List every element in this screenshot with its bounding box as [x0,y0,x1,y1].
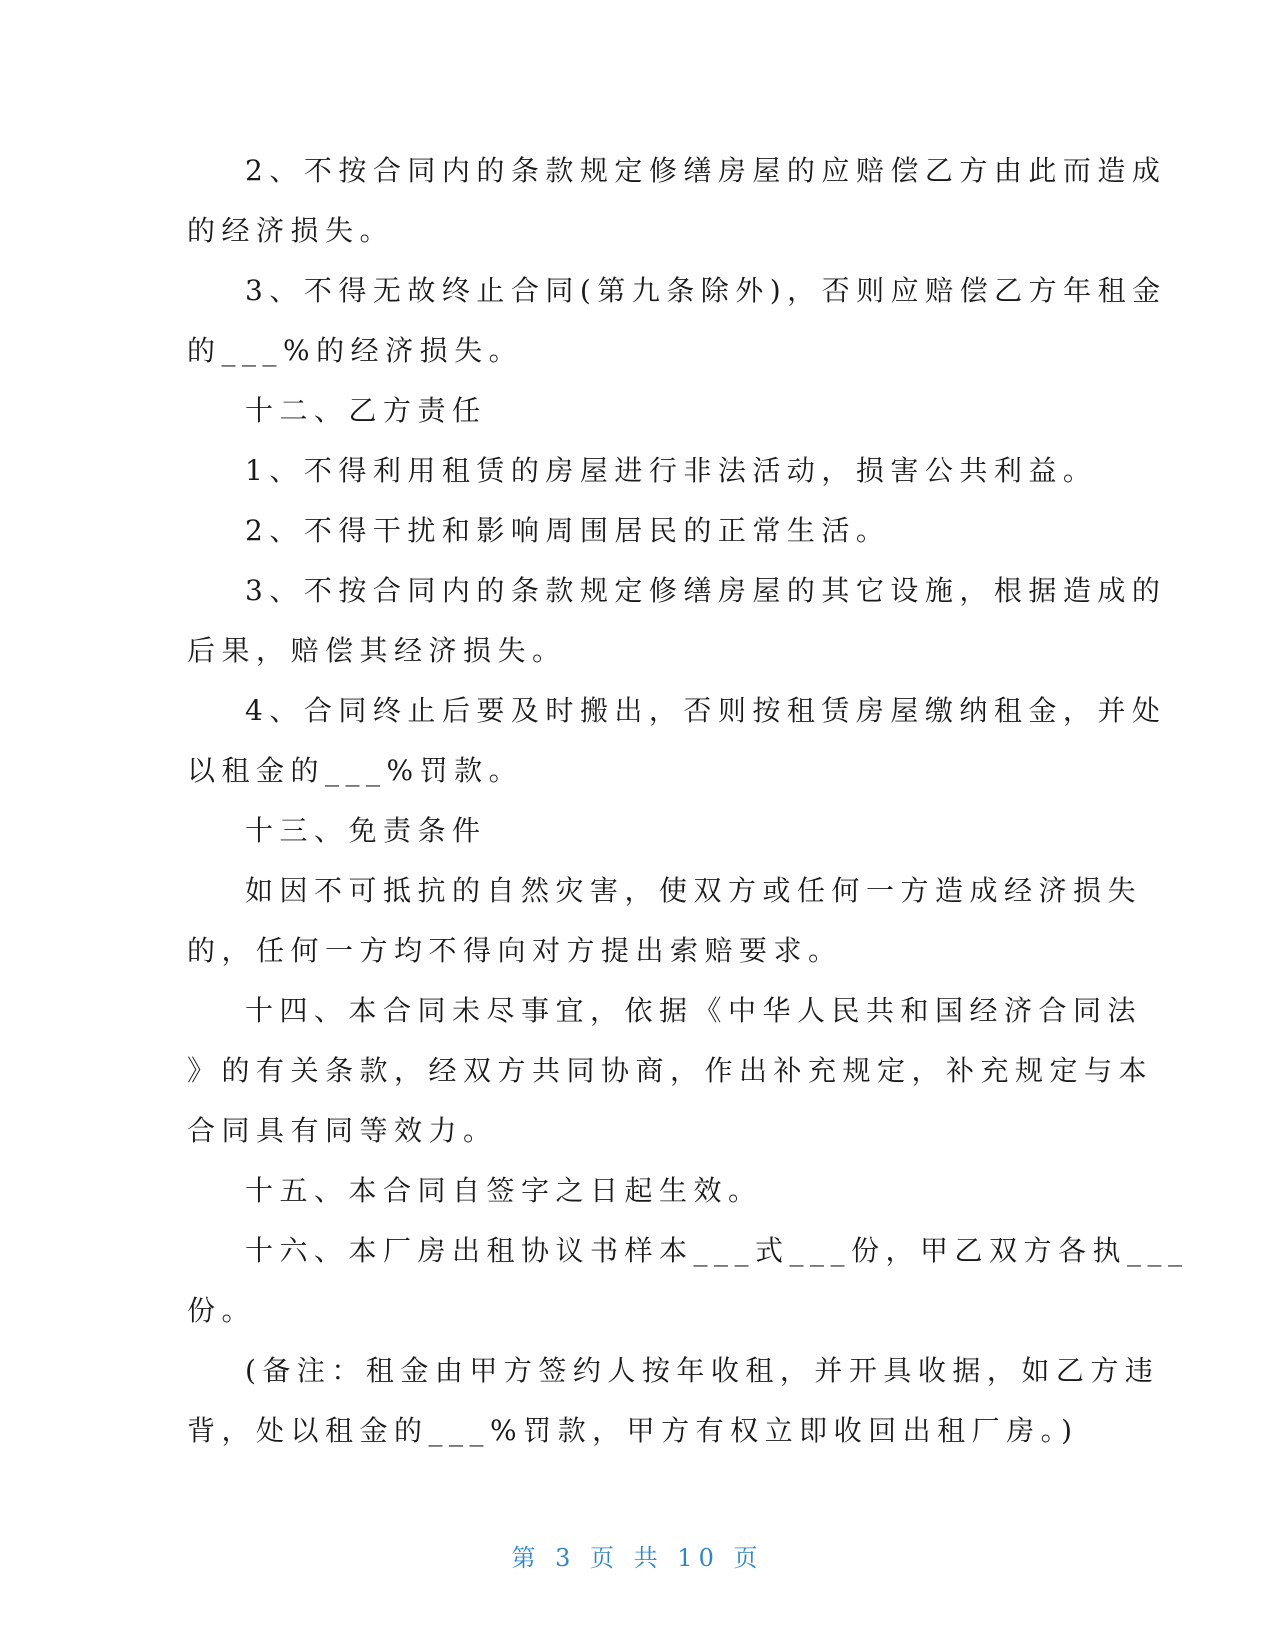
text-line: 合同具有同等效力。 [187,1114,498,1147]
text-line: 后果，赔偿其经济损失。 [187,634,567,667]
text-line: 的经济损失。 [187,214,395,247]
text-line: 的，任何一方均不得向对方提出索赔要求。 [187,934,843,967]
text-line: 》的有关条款，经双方共同协商，作出补充规定，补充规定与本 [187,1054,1154,1087]
text-line: 十六、本厂房出租协议书样本___式___份，甲乙双方各执___ [245,1234,1189,1267]
text-line: 以租金的___%罚款。 [187,754,524,787]
section-heading: 十三、免责条件 [245,814,487,847]
text-line: 的___%的经济损失。 [187,334,524,367]
text-line: 十四、本合同未尽事宜，依据《中华人民共和国经济合同法 [245,994,1143,1027]
document-body [187,141,1189,1461]
text-line: 如因不可抵抗的自然灾害，使双方或任何一方造成经济损失 [245,874,1143,907]
text-line: 背，处以租金的___%罚款，甲方有权立即收回出租厂房。) [187,1414,1079,1447]
text-line: 4、合同终止后要及时搬出，否则按租赁房屋缴纳租金，并处 [245,694,1167,727]
text-line: 份。 [187,1294,257,1327]
text-line: 3、不按合同内的条款规定修缮房屋的其它设施，根据造成的 [245,574,1167,607]
section-heading: 十二、乙方责任 [245,394,487,427]
text-line: 1、不得利用租赁的房屋进行非法活动，损害公共利益。 [245,454,1098,487]
text-line: 3、不得无故终止合同(第九条除外)，否则应赔偿乙方年租金 [245,274,1167,307]
contract-text [187,141,1189,1461]
text-line: 2、不得干扰和影响周围居民的正常生活。 [245,514,891,547]
text-line: 十五、本合同自签字之日起生效。 [245,1174,763,1207]
text-line: (备注：租金由甲方签约人按年收租，并开具收据，如乙方违 [245,1354,1160,1387]
page-number-footer: 第 3 页 共 10 页 [511,1544,764,1572]
text-line: 2、不按合同内的条款规定修缮房屋的应赔偿乙方由此而造成 [245,154,1167,187]
